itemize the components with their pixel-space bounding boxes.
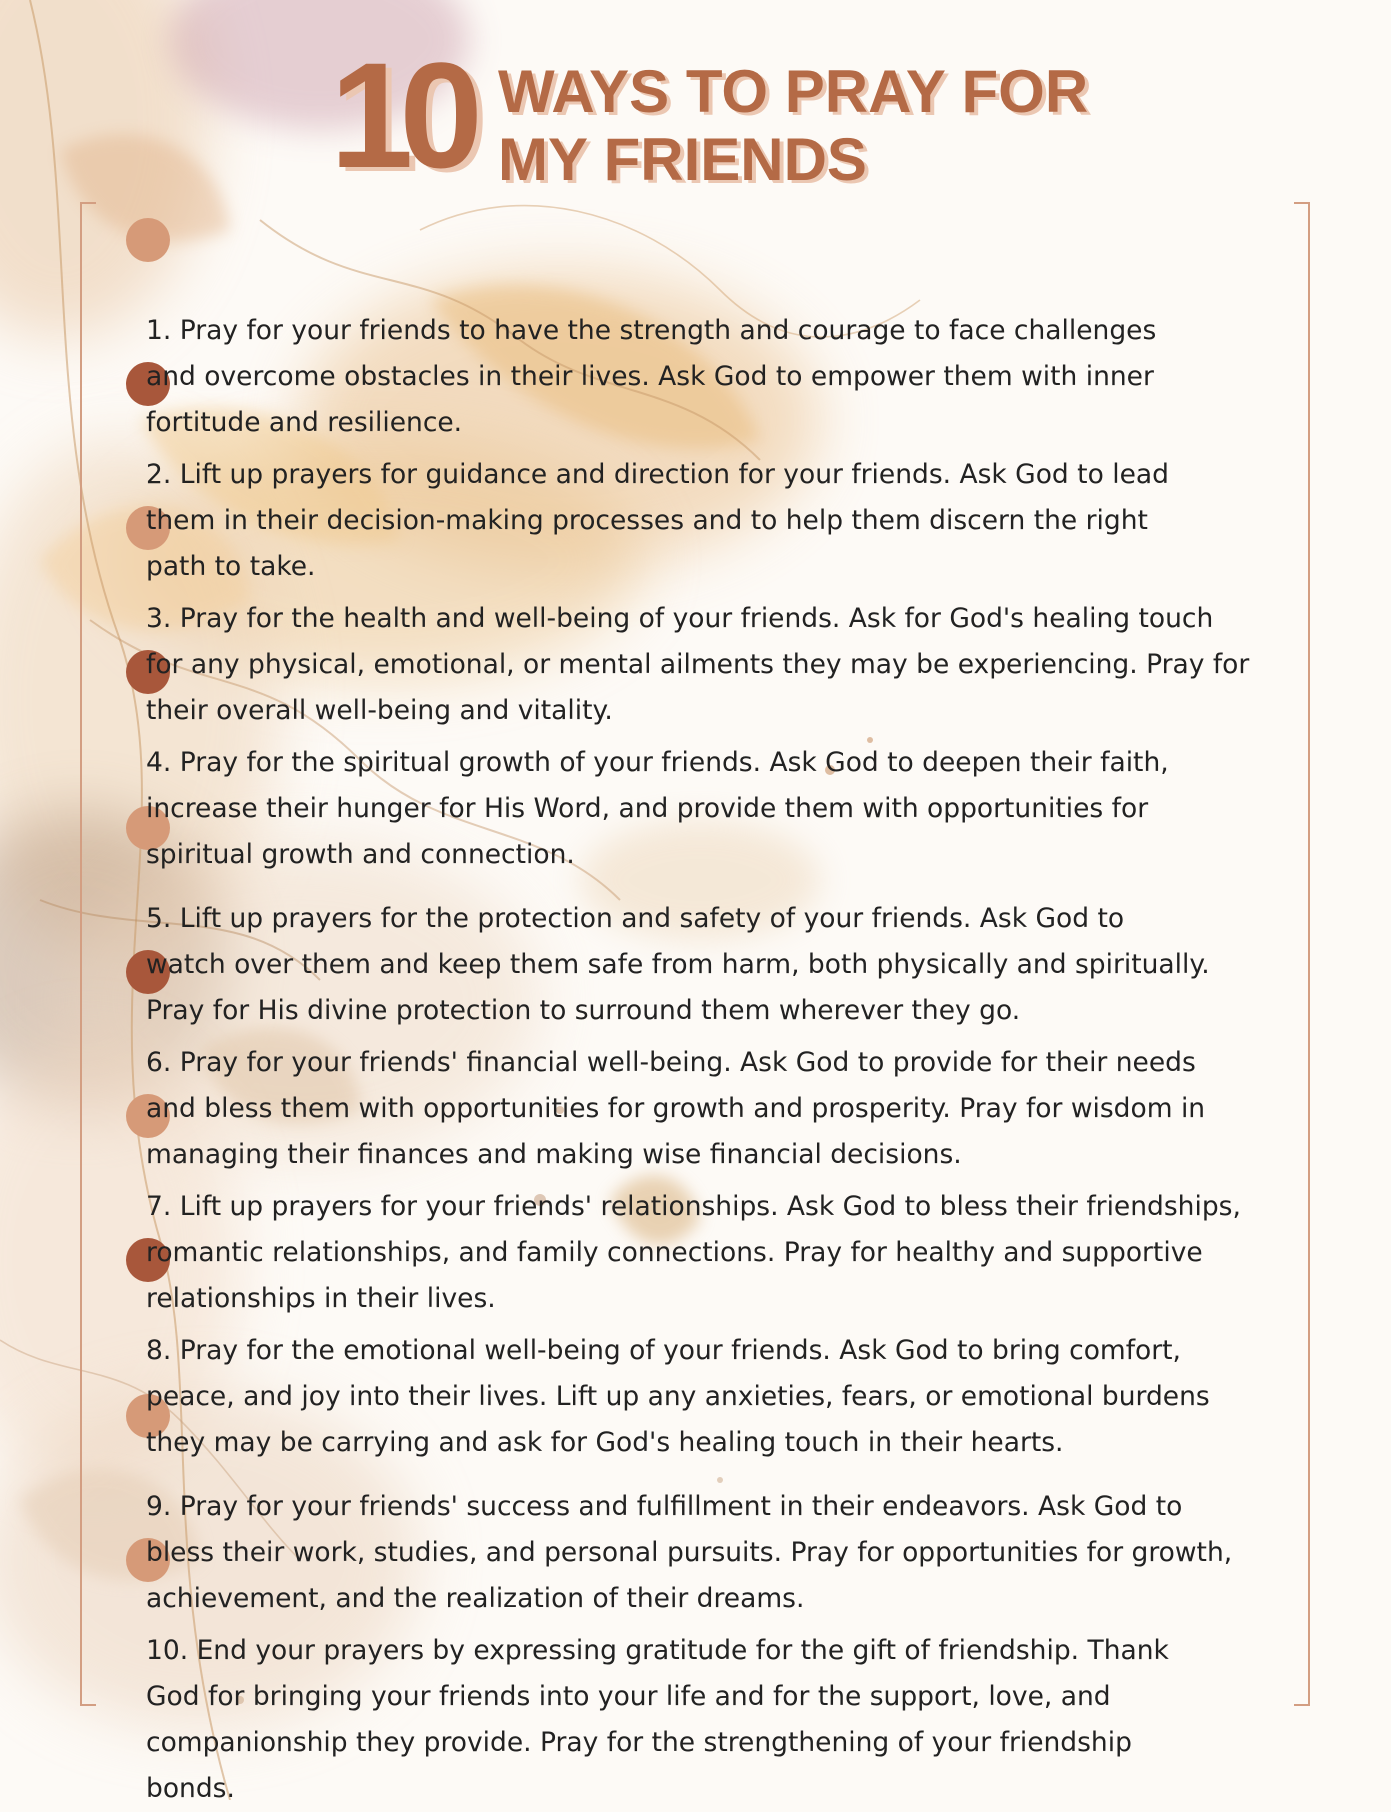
number-dot-icon bbox=[126, 1094, 170, 1138]
list-item bbox=[146, 1536, 1296, 1812]
list-item-text: 1. Pray for your friends to have the strength and courage to face challenges and overcome obstacles in their lives. Ask God to empower them with inner fortitude and resilience. bbox=[146, 315, 1157, 438]
list-item-text: 7. Lift up prayers for your friends' relationships. Ask God to bless their friendships, romantic relationships, and family connections. Pray for healthy and supportive relationships in their lives. bbox=[146, 1191, 1241, 1314]
number-dot-icon bbox=[126, 506, 170, 550]
list-item-text: 5. Lift up prayers for the protection and safety of your friends. Ask God to watch over them and keep them safe from harm, both physically and spiritually. Pray for His divine protection to surround them wherever they go. bbox=[146, 903, 1210, 1026]
number-dot-icon bbox=[126, 362, 170, 406]
number-dot-icon bbox=[126, 650, 170, 694]
list-item-text: 4. Pray for the spiritual growth of your friends. Ask God to deepen their faith, increase their hunger for His Word, and provide them with opportunities for spiritual growth and connection. bbox=[146, 747, 1169, 870]
list-item-text: 8. Pray for the emotional well-being of your friends. Ask God to bring comfort, peace, and joy into their lives. Lift up any anxieties, fears, or emotional burdens they may be carrying and ask for God's healing touch in their hearts. bbox=[146, 1335, 1210, 1458]
number-dot-icon bbox=[126, 1538, 170, 1582]
number-dot-icon bbox=[126, 806, 170, 850]
title-line-1: WAYS TO PRAY FOR bbox=[498, 58, 1089, 125]
number-dot-icon bbox=[126, 218, 170, 262]
title-number: 10 bbox=[330, 31, 469, 199]
number-dot-icon bbox=[126, 1394, 170, 1438]
list-item-text: 10. End your prayers by expressing gratitude for the gift of friendship. Thank God for bringing your friends into your life and for the support, love, and companionship they provide. Pray for the strengthening of your friendship bonds. bbox=[146, 1635, 1169, 1804]
number-dot-icon bbox=[126, 950, 170, 994]
list-item-text: 9. Pray for your friends' success and fulfillment in their endeavors. Ask God to bless their work, studies, and personal pursuits. Pray for opportunities for growth, achievement, and the realization of their dreams. bbox=[146, 1491, 1233, 1614]
list-item-text: 3. Pray for the health and well-being of your friends. Ask for God's healing touch for any physical, emotional, or mental ailments they may be experiencing. Pray for their overall well-being and vitality. bbox=[146, 603, 1250, 726]
list-item-text: 2. Lift up prayers for guidance and direction for your friends. Ask God to lead them in their decision-making processes and to help them discern the right path to take. bbox=[146, 459, 1169, 582]
number-dot-icon bbox=[126, 1238, 170, 1282]
list-item-text: 6. Pray for your friends' financial well-being. Ask God to provide for their needs and bless them with opportunities for growth and prosperity. Pray for wisdom in managing their finances and making wise financial decisions. bbox=[146, 1047, 1206, 1170]
title-line-2: MY FRIENDS bbox=[498, 126, 867, 193]
